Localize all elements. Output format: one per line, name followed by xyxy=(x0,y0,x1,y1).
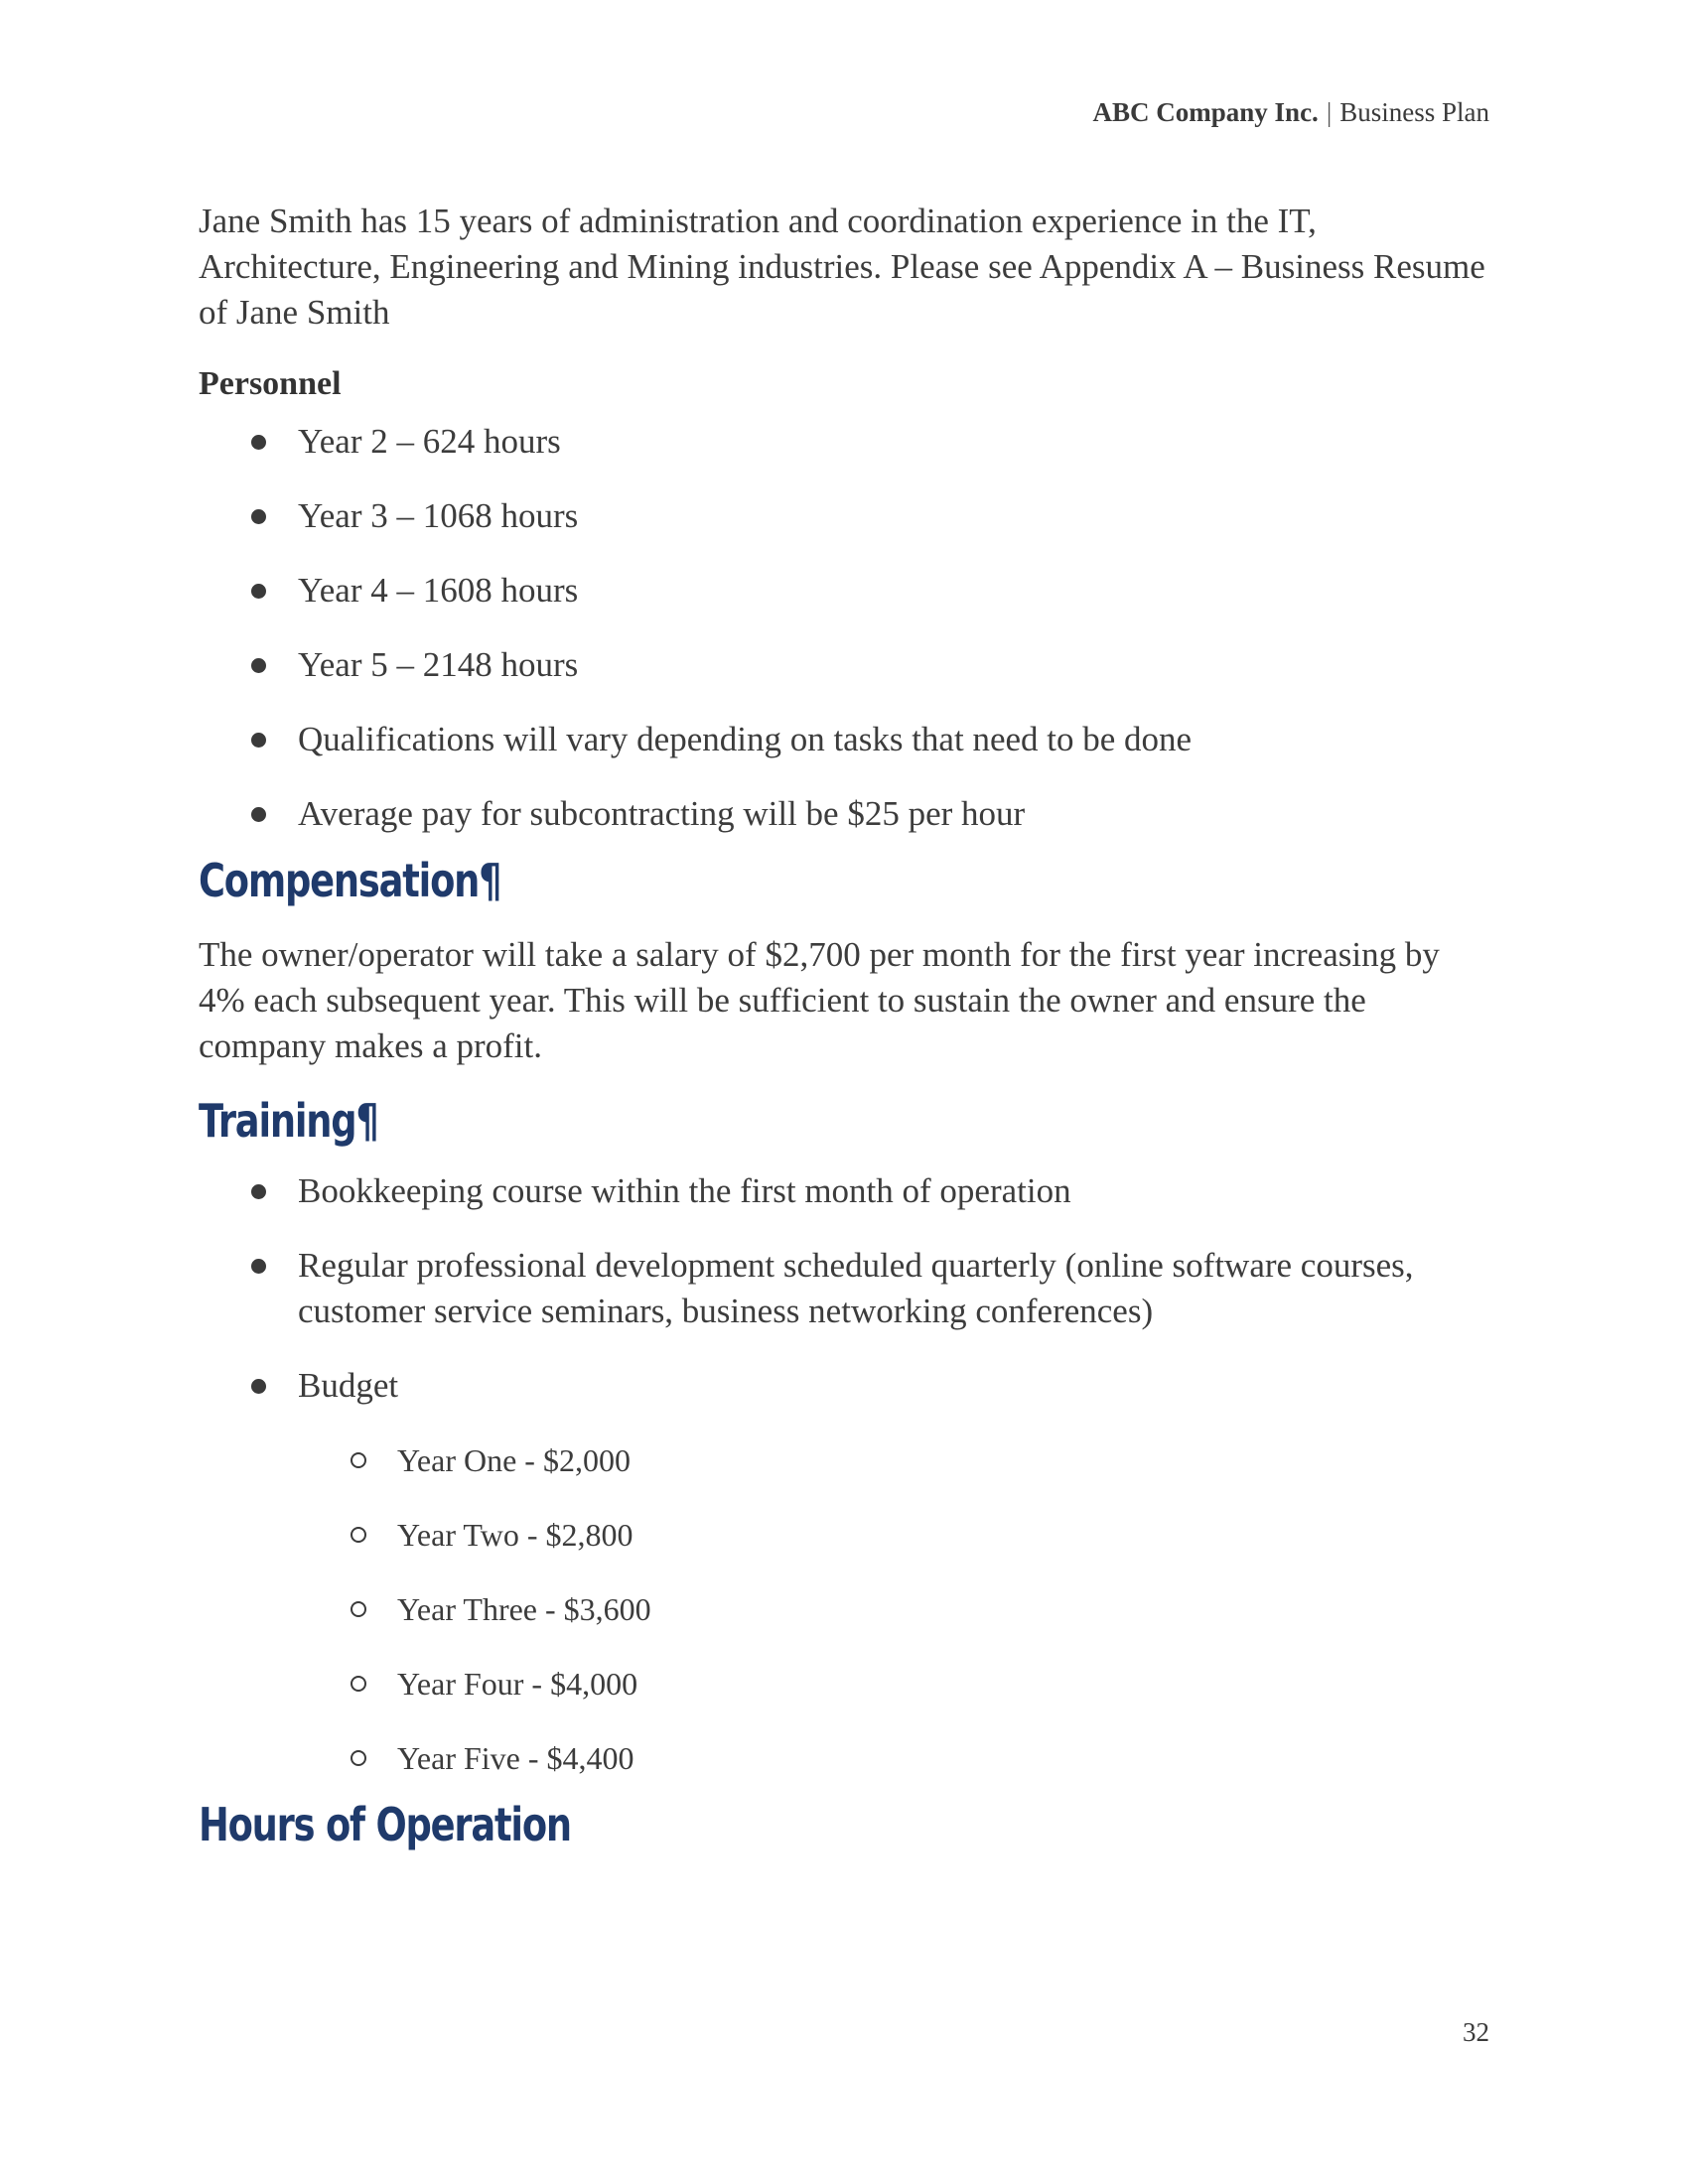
header-separator: | xyxy=(1326,97,1333,127)
bullet-icon xyxy=(251,1379,266,1394)
page-number: 32 xyxy=(1463,2017,1489,2047)
list-item-text: Year One - $2,000 xyxy=(397,1442,631,1478)
hours-of-operation-heading: Hours of Operation xyxy=(199,1798,571,1851)
list-item-text: Year 2 – 624 hours xyxy=(298,422,561,461)
bullet-icon xyxy=(251,1184,266,1199)
header-company: ABC Company Inc. xyxy=(1092,97,1319,127)
list-item xyxy=(199,1512,1489,1558)
list-item xyxy=(199,717,1489,762)
list-item-text: Year Four - $4,000 xyxy=(397,1666,638,1702)
list-item xyxy=(199,568,1489,614)
budget-list xyxy=(298,1437,1489,1781)
list-item xyxy=(199,493,1489,539)
circle-bullet-icon xyxy=(351,1452,366,1468)
list-item-text: Regular professional development scheduled quarterly (online software courses, customer service seminars, business networking conferences) xyxy=(298,1246,1414,1330)
list-item-text: Year 5 – 2148 hours xyxy=(298,645,579,684)
list-item xyxy=(199,419,1489,465)
list-item xyxy=(199,1243,1489,1334)
list-item xyxy=(199,1735,1489,1781)
bullet-icon xyxy=(251,584,266,599)
compensation-paragraph: The owner/operator will take a salary of $2,700 per month for the first year increasing by 4% each subsequent year. This will be sufficient to sustain the owner and ensure the company makes a profit. xyxy=(199,935,1440,1065)
bullet-icon xyxy=(251,1259,266,1274)
training-heading: Training¶ xyxy=(199,1094,378,1148)
list-item xyxy=(199,1363,1489,1781)
list-item-text: Year Two - $2,800 xyxy=(397,1517,633,1553)
running-header xyxy=(1093,97,1489,128)
page-content xyxy=(199,199,1489,1854)
list-item xyxy=(199,1168,1489,1214)
list-item-text: Year 4 – 1608 hours xyxy=(298,571,579,610)
list-item-text: Average pay for subcontracting will be $25 per hour xyxy=(298,794,1026,833)
list-item xyxy=(199,791,1489,837)
list-item xyxy=(199,1661,1489,1706)
intro-paragraph: Jane Smith has 15 years of administration and coordination experience in the IT, Architecture, Engineering and Mining industries. Please see Appendix A – Business Resume of Jane Smith xyxy=(199,202,1485,332)
training-list xyxy=(199,1168,1489,1781)
list-item-text: Year Three - $3,600 xyxy=(397,1591,651,1627)
list-item xyxy=(199,1437,1489,1483)
bullet-icon xyxy=(251,658,266,673)
circle-bullet-icon xyxy=(351,1601,366,1617)
bullet-icon xyxy=(251,807,266,822)
personnel-heading: Personnel xyxy=(199,365,342,402)
compensation-heading: Compensation¶ xyxy=(199,854,501,907)
list-item-text: Budget xyxy=(298,1366,399,1405)
bullet-icon xyxy=(251,733,266,748)
bullet-icon xyxy=(251,435,266,450)
circle-bullet-icon xyxy=(351,1527,366,1543)
header-doc-title: Business Plan xyxy=(1339,97,1489,127)
list-item xyxy=(199,642,1489,688)
bullet-icon xyxy=(251,509,266,524)
list-item-text: Qualifications will vary depending on tasks that need to be done xyxy=(298,720,1193,758)
circle-bullet-icon xyxy=(351,1676,366,1692)
list-item-text: Year Five - $4,400 xyxy=(397,1740,634,1776)
list-item-text: Bookkeeping course within the first month of operation xyxy=(298,1171,1071,1210)
personnel-list xyxy=(199,419,1489,837)
list-item-text: Year 3 – 1068 hours xyxy=(298,496,579,535)
list-item xyxy=(199,1586,1489,1632)
circle-bullet-icon xyxy=(351,1750,366,1766)
